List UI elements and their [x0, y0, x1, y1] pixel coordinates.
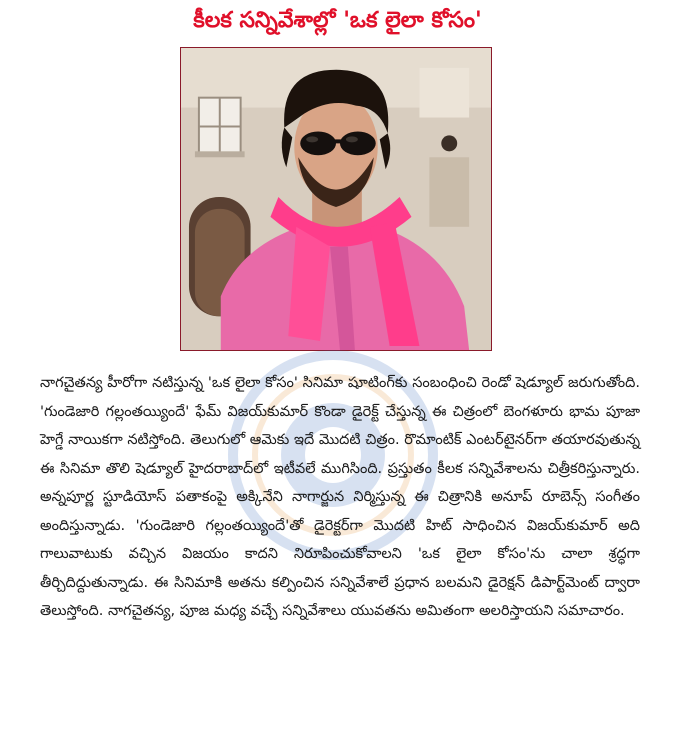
actor-photo-icon	[181, 48, 491, 350]
article-body	[40, 369, 640, 626]
page-title: కీలక సన్నివేశాల్లో 'ఒక లైలా కోసం'	[193, 8, 482, 33]
article-paragraph: నాగచైతన్య హీరోగా నటిస్తున్న 'ఒక లైలా కోసం' సినిమా షూటింగ్‌కు సంబంధించి రెండో షెడ్యూల్ జరుగుతోంది. 'గుండెజారి గల్లంతయ్యిందే' ఫేమ్ విజయ్‌కుమార్ కొండా డైరెక్ట్ చేస్తున్న ఈ చిత్రంలో బెంగళూరు భామ పూజా హెగ్డే నాయికగా నటిస్తోంది. తెలుగులో ఆమెకు ఇదే మొదటి చిత్రం. రొమాంటిక్ ఎంటర్‌టైనర్‌గా తయారవుతున్న ఈ సినిమా తొలి షెడ్యూల్ హైదరాబాద్‌లో ఇటీవలే ముగిసింది. ప్రస్తుతం కీలక సన్నివేశాలను చిత్రీకరిస్తున్నారు. అన్నపూర్ణ స్టూడియోస్ పతాకంపై అక్కినేని నాగార్జున నిర్మిస్తున్న ఈ చిత్రానికి అనూప్ రూబెన్స్ సంగీతం అందిస్తున్నాడు. 'గుండెజారి గల్లంతయ్యిందే'తో డైరెక్టర్‌గా మొదటి హిట్ సాధించిన విజయ్‌కుమార్ అది గాలువాటుకు వచ్చిన విజయం కాదని నిరూపించుకోవాలని 'ఒక లైలా కోసం'ను చాలా శ్రద్ధగా తీర్చిదిద్దుతున్నాడు. ఈ సినిమాకి అతను కల్పించిన సన్నివేశాలే ప్రధాన బలమని డైరెక్షన్ డిపార్ట్‌మెంట్ ద్వారా తెలుస్తోంది. నాగచైతన్య, పూజ మధ్య వచ్చే సన్నివేశాలు యువతను అమితంగా అలరిస్తాయని సమాచారం.	[40, 375, 640, 619]
actor-photo	[180, 47, 492, 351]
